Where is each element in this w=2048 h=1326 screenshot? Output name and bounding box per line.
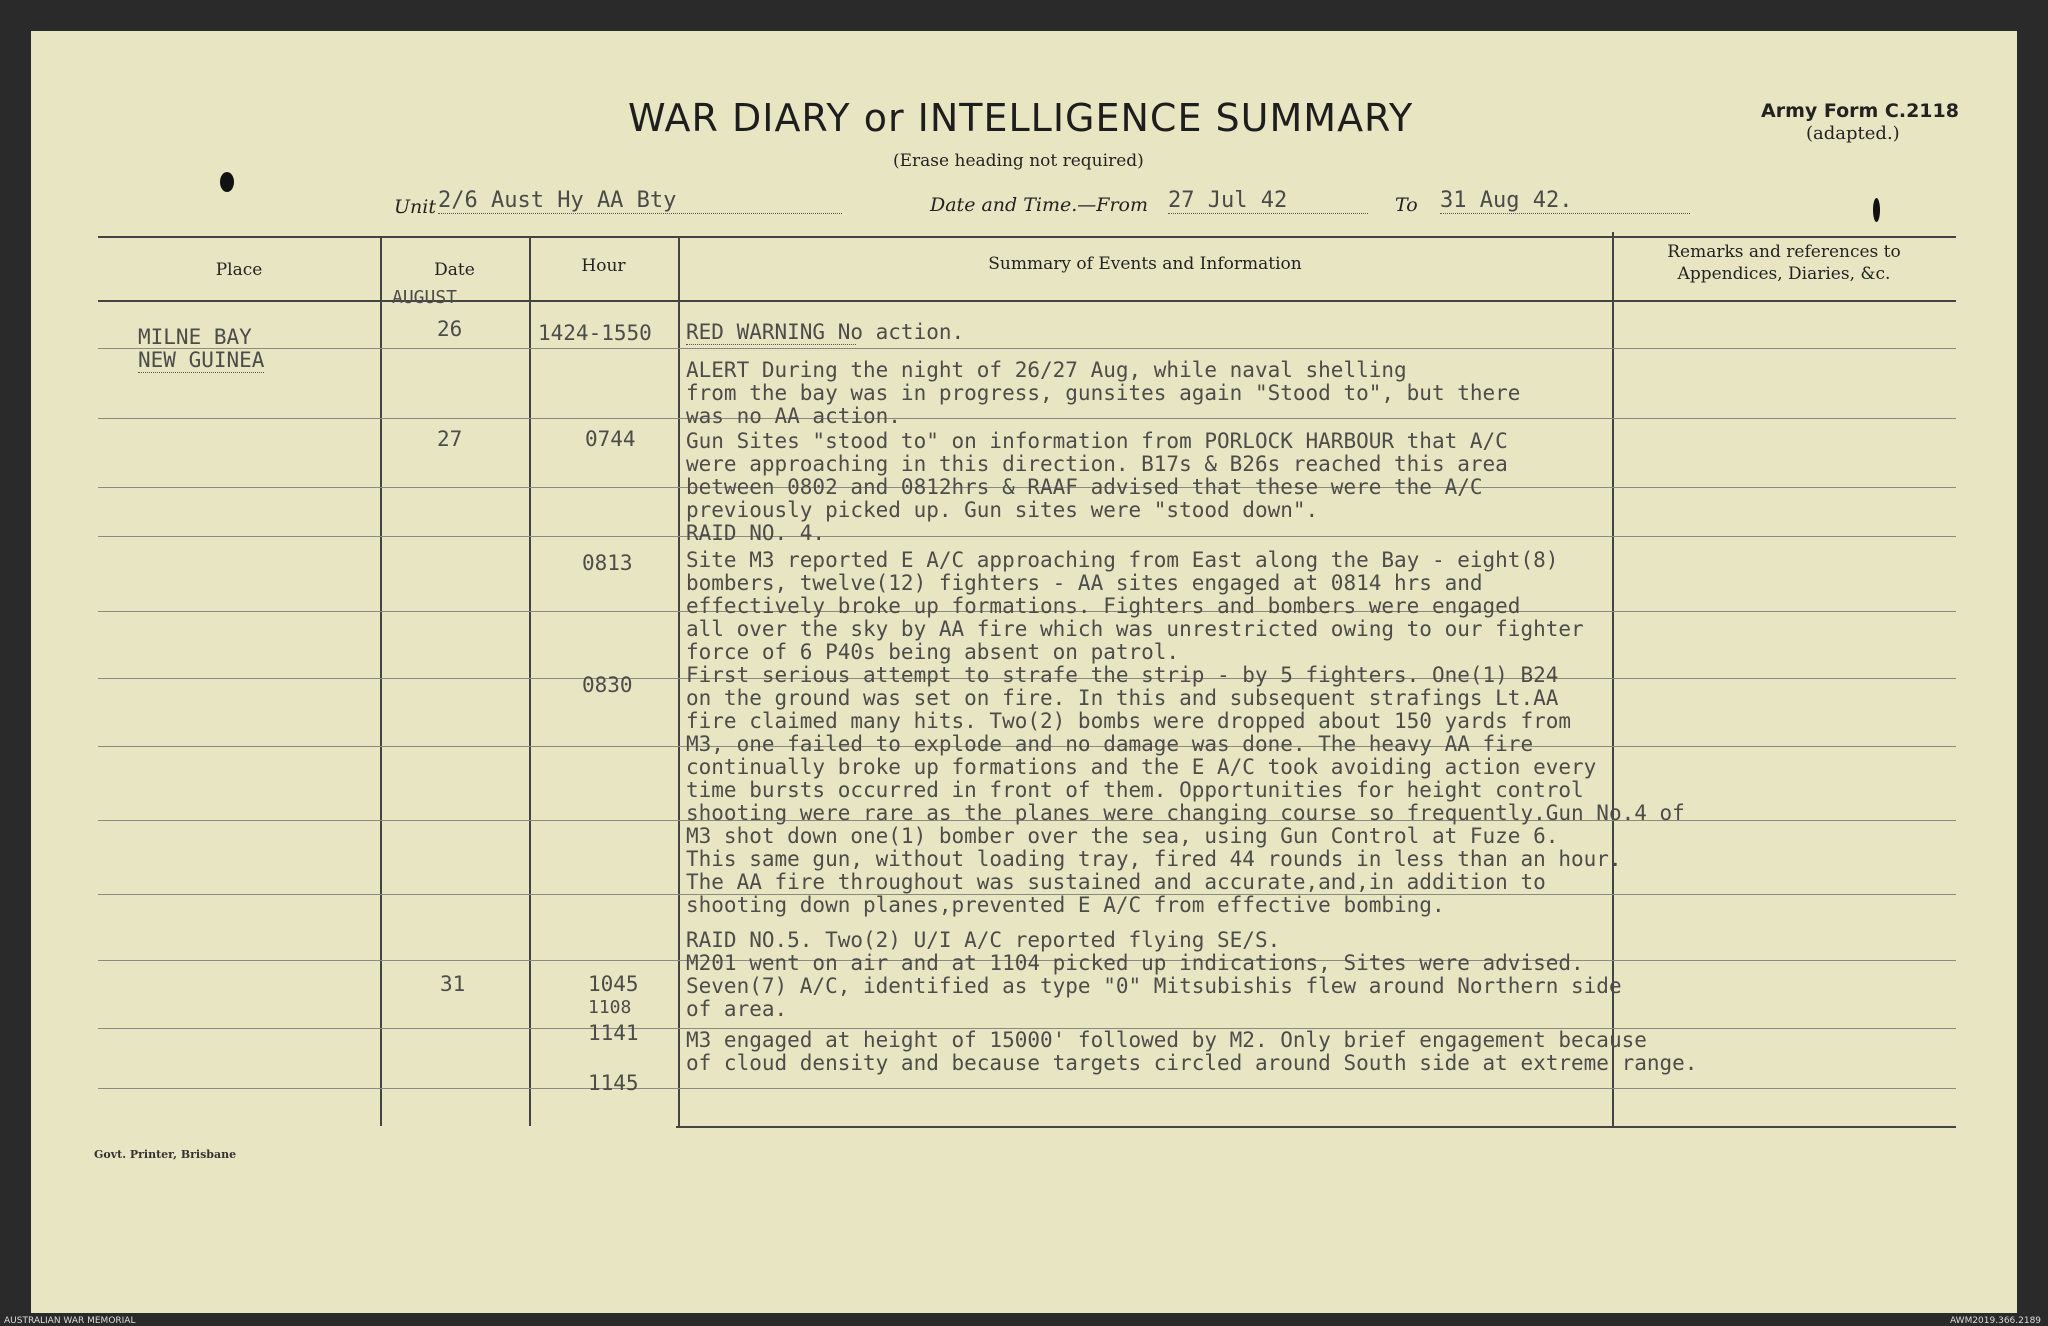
- form-subtitle: (Erase heading not required): [893, 151, 1144, 171]
- summary-line: Gun Sites "stood to" on information from PORLOCK HARBOUR that A/C: [686, 429, 1508, 453]
- summary-text: [686, 359, 1806, 1075]
- summary-line: was no AA action.: [686, 404, 901, 428]
- place-line-1: MILNE BAY: [138, 325, 252, 349]
- summary-line: ALERT During the night of 26/27 Aug, while naval shelling: [686, 358, 1407, 382]
- army-form-number: Army Form C.2118: [1761, 100, 1959, 122]
- date-to-label: To: [1395, 194, 1418, 216]
- summary-line: M3, one failed to explode and no damage was done. The heavy AA fire: [686, 732, 1534, 756]
- row-rule: [98, 348, 1956, 349]
- summary-line: bombers, twelve(12) fighters - AA sites engaged at 0814 hrs and: [686, 571, 1483, 595]
- summary-line: fire claimed many hits. Two(2) bombs were dropped about 150 yards from: [686, 709, 1572, 733]
- summary-line: time bursts occurred in front of them. Opportunities for height control: [686, 778, 1584, 802]
- summary-line: shooting were rare as the planes were changing course so frequently.Gun No.4 of: [686, 801, 1685, 825]
- hour-cell: 0744: [585, 427, 636, 451]
- header-remarks-line1: Remarks and references to: [1667, 242, 1901, 262]
- summary-line: effectively broke up formations. Fighters and bombers were engaged: [686, 594, 1521, 618]
- date-cell: 27: [437, 427, 463, 451]
- summary-line: were approaching in this direction. B17s & B26s reached this area: [686, 452, 1508, 476]
- summary-line: of area.: [686, 997, 788, 1021]
- unit-value: 2/6 Aust Hy AA Bty: [438, 188, 842, 214]
- summary-line: First serious attempt to strafe the strip - by 5 fighters. One(1) B24: [686, 663, 1559, 687]
- table-bottom-rule: [676, 1126, 1956, 1128]
- form-title: WAR DIARY or INTELLIGENCE SUMMARY: [628, 96, 1414, 140]
- hour-cell: 1108: [588, 997, 632, 1018]
- summary-line: previously picked up. Gun sites were "stood down".: [686, 498, 1319, 522]
- summary-line: between 0802 and 0812hrs & RAAF advised that these were the A/C: [686, 475, 1483, 499]
- summary-line: Site M3 reported E A/C approaching from East along the Bay - eight(8): [686, 548, 1559, 572]
- summary-line: shooting down planes,prevented E A/C from effective bombing.: [686, 893, 1445, 917]
- army-form-adapted: (adapted.): [1806, 123, 1900, 144]
- month-label: AUGUST: [392, 287, 458, 308]
- summary-line: M3 engaged at height of 15000' followed by M2. Only brief engagement because: [686, 1028, 1647, 1052]
- summary-line: RAID NO. 4.: [686, 521, 826, 545]
- hour-cell: 1145: [588, 1071, 639, 1095]
- summary-line: from the bay was in progress, gunsites again "Stood to", but there: [686, 381, 1521, 405]
- col-divider-hour: [678, 236, 680, 1126]
- header-hour: Hour: [581, 256, 626, 276]
- col-divider-date: [529, 236, 531, 1126]
- hour-cell: 1045: [588, 972, 639, 996]
- summary-line: M3 shot down one(1) bomber over the sea, using Gun Control at Fuze 6.: [686, 824, 1559, 848]
- hour-cell: 1141: [588, 1021, 639, 1045]
- summary-line: Seven(7) A/C, identified as type "0" Mitsubishis flew around Northern side: [686, 974, 1622, 998]
- summary-line: This same gun, without loading tray, fired 44 rounds in less than an hour.: [686, 847, 1622, 871]
- printer-imprint: Govt. Printer, Brisbane: [94, 1148, 237, 1161]
- hour-cell: 1424-1550: [538, 321, 652, 345]
- hour-cell: 0813: [582, 551, 633, 575]
- summary-line: The AA fire throughout was sustained and accurate,and,in addition to: [686, 870, 1546, 894]
- hour-cell: 0830: [582, 673, 633, 697]
- summary-line: of cloud density and because targets circled around South side at extreme range.: [686, 1051, 1698, 1075]
- summary-text: [686, 321, 1806, 345]
- summary-line: continually broke up formations and the E A/C took avoiding action every: [686, 755, 1597, 779]
- footer-accession-number: AWM2019.366.2189: [1950, 1316, 2042, 1326]
- header-bottom-rule: [98, 300, 1956, 302]
- date-to-value: 31 Aug 42.: [1440, 188, 1690, 214]
- date-from-value: 27 Jul 42: [1168, 188, 1368, 214]
- date-cell: 26: [437, 317, 463, 341]
- summary-line: RED WARNING No action.: [686, 320, 965, 344]
- row-rule: [98, 1088, 1956, 1089]
- header-remarks-line2: Appendices, Diaries, &c.: [1677, 264, 1891, 284]
- punch-hole-mark: [220, 172, 234, 192]
- table-top-rule: [98, 236, 1956, 238]
- summary-line: RAID NO.5. Two(2) U/I A/C reported flying SE/S.: [686, 928, 1281, 952]
- summary-line: force of 6 P40s being absent on patrol.: [686, 640, 1180, 664]
- header-date: Date: [434, 260, 475, 280]
- footer-archive-name: AUSTRALIAN WAR MEMORIAL: [4, 1316, 136, 1326]
- col-divider-place: [380, 236, 382, 1126]
- place-line-2: NEW GUINEA: [138, 348, 265, 372]
- date-cell: 31: [440, 972, 466, 996]
- summary-line: all over the sky by AA fire which was unrestricted owing to our fighter: [686, 617, 1584, 641]
- header-summary: Summary of Events and Information: [988, 254, 1302, 274]
- summary-line: on the ground was set on fire. In this and subsequent strafings Lt.AA: [686, 686, 1559, 710]
- header-place: Place: [215, 260, 263, 280]
- summary-line: M201 went on air and at 1104 picked up indications, Sites were advised.: [686, 951, 1584, 975]
- margin-mark: [1873, 198, 1880, 222]
- date-from-label: Date and Time.—From: [930, 194, 1149, 216]
- unit-label: Unit: [394, 196, 436, 218]
